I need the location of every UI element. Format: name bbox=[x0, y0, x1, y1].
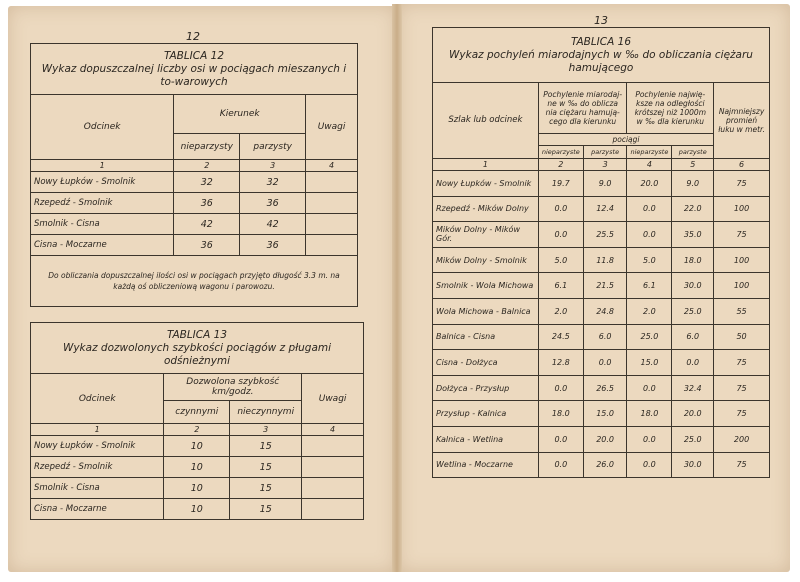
t13-czynnymi: 10 bbox=[164, 478, 230, 499]
t13-odcinek: Nowy Łupków - Smolnik bbox=[31, 436, 164, 457]
table-row bbox=[433, 171, 770, 197]
table-12-title: Wykaz dopuszczalnej liczby osi w pociągach mieszanych i to-warowych bbox=[41, 62, 347, 88]
table-12 bbox=[30, 43, 358, 307]
table-row bbox=[433, 401, 770, 427]
table-13-title: Wykaz dozwolonych szybkości pociągów z pługami odśnieżnymi bbox=[62, 341, 332, 367]
t16-cell-a: 24.5 bbox=[538, 324, 583, 350]
t16-cell-c: 6.1 bbox=[627, 273, 672, 299]
t16-cell-d: 32.4 bbox=[672, 375, 714, 401]
table-row bbox=[433, 452, 770, 478]
t16-cell-b: 9.0 bbox=[583, 171, 627, 197]
table-16-label: TABLICA 16 bbox=[571, 35, 631, 48]
t13-czynnymi: 10 bbox=[164, 436, 230, 457]
t12-header-odcinek: Odcinek bbox=[31, 95, 174, 160]
t12-nieparzysty: 36 bbox=[174, 193, 240, 214]
t16-colnum: 6 bbox=[714, 159, 770, 171]
book-gutter bbox=[392, 4, 402, 572]
t16-cell-r: 50 bbox=[714, 324, 770, 350]
t16-cell-d: 30.0 bbox=[672, 273, 714, 299]
table-row bbox=[433, 298, 770, 324]
t12-odcinek: Nowy Łupków - Smolnik bbox=[31, 172, 174, 193]
t12-header-nieparzysty: nieparzysty bbox=[174, 134, 240, 160]
table-row bbox=[433, 222, 770, 248]
t12-header-kierunek: Kierunek bbox=[174, 95, 306, 134]
t16-cell-c: 0.0 bbox=[627, 222, 672, 248]
t12-parzysty: 32 bbox=[240, 172, 306, 193]
table-row bbox=[31, 436, 364, 457]
t16-colnum: 3 bbox=[583, 159, 627, 171]
page-number-left: 12 bbox=[186, 30, 200, 43]
t16-cell-b: 11.8 bbox=[583, 247, 627, 273]
t16-cell-c: 25.0 bbox=[627, 324, 672, 350]
t16-cell-szlak: Smolnik - Wola Michowa bbox=[433, 273, 539, 299]
t16-header-nieparzyste: nieparzyste bbox=[627, 146, 672, 159]
t16-cell-r: 55 bbox=[714, 298, 770, 324]
t16-cell-b: 0.0 bbox=[583, 350, 627, 376]
t16-cell-b: 21.5 bbox=[583, 273, 627, 299]
t16-colnum: 5 bbox=[672, 159, 714, 171]
t16-cell-r: 100 bbox=[714, 273, 770, 299]
t16-cell-szlak: Cisna - Dołżyca bbox=[433, 350, 539, 376]
t16-cell-c: 0.0 bbox=[627, 196, 672, 222]
t16-cell-b: 26.5 bbox=[583, 375, 627, 401]
table-row bbox=[433, 324, 770, 350]
t16-cell-r: 100 bbox=[714, 196, 770, 222]
t16-cell-r: 75 bbox=[714, 171, 770, 197]
table-13 bbox=[30, 322, 364, 520]
t16-cell-a: 12.8 bbox=[538, 350, 583, 376]
t16-cell-d: 35.0 bbox=[672, 222, 714, 248]
t16-cell-c: 20.0 bbox=[627, 171, 672, 197]
t16-header-szlak: Szlak lub odcinek bbox=[433, 83, 539, 159]
t12-colnum: 1 bbox=[31, 160, 174, 172]
t16-cell-a: 0.0 bbox=[538, 196, 583, 222]
t16-cell-a: 0.0 bbox=[538, 222, 583, 248]
t16-cell-szlak: Mików Dolny - Mików Gór. bbox=[433, 222, 539, 248]
t16-cell-b: 20.0 bbox=[583, 426, 627, 452]
t12-nieparzysty: 32 bbox=[174, 172, 240, 193]
t16-cell-a: 2.0 bbox=[538, 298, 583, 324]
t16-cell-szlak: Wola Michowa - Balnica bbox=[433, 298, 539, 324]
t16-header-nieparzyste: nieparzyste bbox=[538, 146, 583, 159]
t16-header-parzyste: parzyste bbox=[672, 146, 714, 159]
t16-cell-c: 0.0 bbox=[627, 452, 672, 478]
t13-colnum: 3 bbox=[230, 424, 302, 436]
t12-header-uwagi: Uwagi bbox=[306, 95, 358, 160]
t12-colnum: 4 bbox=[306, 160, 358, 172]
t16-cell-d: 0.0 bbox=[672, 350, 714, 376]
t16-cell-szlak: Balnica - Cisna bbox=[433, 324, 539, 350]
table-row bbox=[31, 499, 364, 520]
t12-nieparzysty: 42 bbox=[174, 214, 240, 235]
t16-colnum: 4 bbox=[627, 159, 672, 171]
t13-header-nieczynnymi: nieczynnymi bbox=[230, 401, 302, 424]
t16-cell-szlak: Nowy Łupków - Smolnik bbox=[433, 171, 539, 197]
t13-header-group: Dozwolona szybkość km/godz. bbox=[164, 374, 302, 401]
t16-cell-b: 25.5 bbox=[583, 222, 627, 248]
t13-nieczynnymi: 15 bbox=[230, 478, 302, 499]
table-13-label: TABLICA 13 bbox=[167, 328, 227, 341]
t16-cell-d: 22.0 bbox=[672, 196, 714, 222]
t12-note: Do obliczania dopuszczalnej ilości osi w pociągach przyjęto długość 3.3 m. na każdą oś obliczeniową wagonu i parowozu. bbox=[31, 256, 358, 307]
t16-colnum: 1 bbox=[433, 159, 539, 171]
t13-nieczynnymi: 15 bbox=[230, 499, 302, 520]
table-row bbox=[433, 426, 770, 452]
t13-odcinek: Smolnik - Cisna bbox=[31, 478, 164, 499]
t16-cell-r: 200 bbox=[714, 426, 770, 452]
t13-czynnymi: 10 bbox=[164, 499, 230, 520]
t12-parzysty: 36 bbox=[240, 193, 306, 214]
t12-odcinek: Rzepedź - Smolnik bbox=[31, 193, 174, 214]
t16-cell-b: 6.0 bbox=[583, 324, 627, 350]
t16-cell-szlak: Mików Dolny - Smolnik bbox=[433, 247, 539, 273]
t13-nieczynnymi: 15 bbox=[230, 457, 302, 478]
table-row bbox=[31, 214, 358, 235]
t16-cell-d: 25.0 bbox=[672, 426, 714, 452]
t13-czynnymi: 10 bbox=[164, 457, 230, 478]
t16-cell-b: 12.4 bbox=[583, 196, 627, 222]
t16-header-pociagi: pociągi bbox=[538, 134, 713, 146]
t16-cell-szlak: Rzepedź - Mików Dolny bbox=[433, 196, 539, 222]
t16-cell-szlak: Wetlina - Moczarne bbox=[433, 452, 539, 478]
t12-nieparzysty: 36 bbox=[174, 235, 240, 256]
t16-cell-c: 18.0 bbox=[627, 401, 672, 427]
t16-cell-d: 18.0 bbox=[672, 247, 714, 273]
t13-colnum: 2 bbox=[164, 424, 230, 436]
t16-cell-d: 25.0 bbox=[672, 298, 714, 324]
t16-header-najwieksze: Pochylenie najwię-ksze na odległości krótszej niż 1000m w ‰ dla kierunku bbox=[627, 83, 714, 134]
t13-colnum: 1 bbox=[31, 424, 164, 436]
t16-cell-r: 75 bbox=[714, 452, 770, 478]
t12-header-parzysty: parzysty bbox=[240, 134, 306, 160]
table-row bbox=[433, 375, 770, 401]
table-16 bbox=[432, 27, 770, 478]
t16-cell-a: 6.1 bbox=[538, 273, 583, 299]
t16-cell-c: 0.0 bbox=[627, 375, 672, 401]
t16-cell-r: 75 bbox=[714, 222, 770, 248]
t16-cell-c: 0.0 bbox=[627, 426, 672, 452]
t16-cell-a: 18.0 bbox=[538, 401, 583, 427]
t16-cell-a: 0.0 bbox=[538, 426, 583, 452]
t13-odcinek: Rzepedź - Smolnik bbox=[31, 457, 164, 478]
t16-cell-a: 19.7 bbox=[538, 171, 583, 197]
t16-cell-d: 6.0 bbox=[672, 324, 714, 350]
t16-cell-b: 15.0 bbox=[583, 401, 627, 427]
table-row bbox=[31, 235, 358, 256]
t16-cell-a: 0.0 bbox=[538, 375, 583, 401]
t13-colnum: 4 bbox=[302, 424, 364, 436]
table-row bbox=[31, 172, 358, 193]
t16-header-parzyste: parzyste bbox=[583, 146, 627, 159]
t16-cell-b: 24.8 bbox=[583, 298, 627, 324]
table-row bbox=[31, 193, 358, 214]
t16-cell-b: 26.0 bbox=[583, 452, 627, 478]
t13-header-czynnymi: czynnymi bbox=[164, 401, 230, 424]
t12-parzysty: 36 bbox=[240, 235, 306, 256]
t16-cell-c: 5.0 bbox=[627, 247, 672, 273]
t12-odcinek: Cisna - Moczarne bbox=[31, 235, 174, 256]
table-row bbox=[31, 457, 364, 478]
table-row bbox=[31, 478, 364, 499]
t13-nieczynnymi: 15 bbox=[230, 436, 302, 457]
t16-cell-r: 75 bbox=[714, 401, 770, 427]
t16-cell-a: 0.0 bbox=[538, 452, 583, 478]
t16-cell-szlak: Dołżyca - Przysłup bbox=[433, 375, 539, 401]
table-row bbox=[433, 196, 770, 222]
t16-header-promien: Najmniejszy promień łuku w metr. bbox=[714, 83, 770, 159]
t12-odcinek: Smolnik - Cisna bbox=[31, 214, 174, 235]
t16-cell-szlak: Kalnica - Wetlina bbox=[433, 426, 539, 452]
t16-cell-d: 30.0 bbox=[672, 452, 714, 478]
t16-cell-c: 15.0 bbox=[627, 350, 672, 376]
t16-cell-c: 2.0 bbox=[627, 298, 672, 324]
table-16-title: Wykaz pochyleń miarodajnych w ‰ do obliczania ciężaru hamującego bbox=[449, 48, 753, 74]
t13-header-uwagi: Uwagi bbox=[302, 374, 364, 424]
table-row bbox=[433, 350, 770, 376]
t16-cell-d: 9.0 bbox=[672, 171, 714, 197]
page-number-right: 13 bbox=[594, 14, 608, 27]
t16-cell-a: 5.0 bbox=[538, 247, 583, 273]
t13-odcinek: Cisna - Moczarne bbox=[31, 499, 164, 520]
t16-header-miarodajne: Pochylenie miarodaj-ne w ‰ do oblicza nia ciężaru hamują-cego dla kierunku bbox=[538, 83, 627, 134]
t16-cell-r: 100 bbox=[714, 247, 770, 273]
t12-colnum: 3 bbox=[240, 160, 306, 172]
t12-colnum: 2 bbox=[174, 160, 240, 172]
t16-cell-r: 75 bbox=[714, 375, 770, 401]
table-row bbox=[433, 247, 770, 273]
t16-cell-d: 20.0 bbox=[672, 401, 714, 427]
t16-cell-r: 75 bbox=[714, 350, 770, 376]
t16-colnum: 2 bbox=[538, 159, 583, 171]
t12-parzysty: 42 bbox=[240, 214, 306, 235]
t16-cell-szlak: Przysłup - Kalnica bbox=[433, 401, 539, 427]
table-12-label: TABLICA 12 bbox=[164, 49, 224, 62]
table-row bbox=[433, 273, 770, 299]
t13-header-odcinek: Odcinek bbox=[31, 374, 164, 424]
